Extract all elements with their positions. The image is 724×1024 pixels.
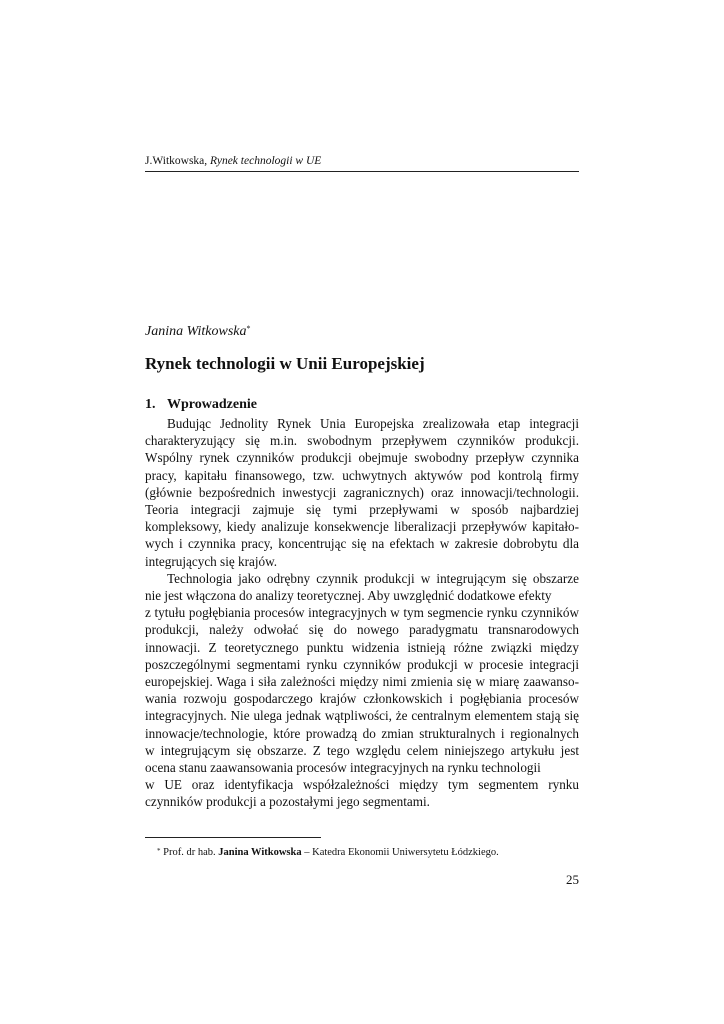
- text-line: ocena stanu zaawansowania procesów integracyjnych na rynku technologii: [145, 760, 541, 776]
- text-line: Wspólny rynek czynników produkcji obejmuje swobodny przepływ czynnika: [145, 450, 579, 466]
- text-line: integracyjnych. Nie ulega jednak wątpliwości, że centralnym elementem stają się: [145, 708, 579, 724]
- text-line: integrujących się krajów.: [145, 553, 278, 569]
- author-name: Janina Witkowska: [145, 324, 247, 339]
- footnote-divider: [145, 837, 321, 838]
- footnote-affiliation: – Katedra Ekonomii Uniwersytetu Łódzkiego.: [301, 847, 499, 858]
- footnote-author-name: Janina Witkowska: [218, 847, 302, 858]
- text-line: Technologia jako odrębny czynnik produkcji w integrującym się obszarze: [167, 570, 579, 586]
- text-line: czynników produkcji a pozostałymi jego segmentami.: [145, 794, 430, 810]
- text-line: Budując Jednolity Rynek Unia Europejska zrealizowała etap integracji: [167, 416, 579, 431]
- author-footnote-mark: *: [246, 324, 251, 333]
- text-line: z tytułu pogłębiania procesów integracyjnych w tym segmencie rynku czynników: [145, 605, 579, 621]
- text-line: kompleksowy, kiedy analizuje konsekwencje liberalizacji przepływów kapitało-: [145, 519, 579, 535]
- text-line: europejskiej. Waga i siła zależności między nimi zmienia się w miarę zaawanso-: [145, 674, 579, 690]
- text-line: nie jest włączona do analizy teoretycznej. Aby uwzględnić dodatkowe efekty: [145, 588, 552, 604]
- footnote: [157, 846, 499, 860]
- text-line: charakteryzujący się m.in. swobodnym przepływem czynników produkcji.: [145, 433, 579, 449]
- body-text: [145, 415, 579, 811]
- text-line: innowacji. Z teoretycznego punktu widzenia istnieją różne związki między: [145, 639, 579, 655]
- text-line: w integrującym się obszarze. Z tego względu celem niniejszego artykułu jest: [145, 742, 579, 758]
- paper-title: Rynek technologii w Unii Europejskiej: [145, 354, 425, 373]
- running-header-author: J.Witkowska,: [145, 155, 211, 167]
- text-line: poszczególnymi segmentami rynku czynników produkcji w procesie integracji: [145, 656, 579, 672]
- text-line: wania rozwoju gospodarczego krajów członkowskich i pogłębiania procesów: [145, 691, 579, 707]
- paragraph-1: [145, 415, 579, 570]
- text-line: innowacje/technologie, które prowadzą do zmian strukturalnych i regionalnych: [145, 725, 579, 741]
- author-line: [145, 322, 251, 342]
- footnote-prefix: Prof. dr hab.: [160, 847, 219, 858]
- text-line: wych i czynnika pracy, koncentrując się na efektach w zakresie dobrobytu dla: [145, 536, 579, 552]
- text-line: w UE oraz identyfikacja współzależności między tym segmentem rynku: [145, 777, 579, 793]
- running-header: [145, 154, 579, 172]
- text-line: produkcji, należy odwołać się do nowego paradygmatu transnarodowych: [145, 622, 579, 638]
- page-number: 25: [566, 872, 579, 887]
- paragraph-2: [145, 570, 579, 811]
- section-heading: [145, 396, 257, 414]
- text-line: pracy, kapitału finansowego, tzw. uchwytnych aktywów pod kontrolą firmy: [145, 467, 579, 483]
- running-header-title: Rynek technologii w UE: [210, 155, 322, 167]
- section-number: 1.: [145, 397, 156, 412]
- text-line: Teoria integracji zajmuje się tymi przepływami w sposób najbardziej: [145, 502, 579, 518]
- section-title: Wprowadzenie: [167, 397, 257, 412]
- footnote-mark: *: [157, 847, 161, 855]
- text-line: (głównie bezpośrednich inwestycji zagranicznych) oraz innowacji/technologii.: [145, 484, 579, 500]
